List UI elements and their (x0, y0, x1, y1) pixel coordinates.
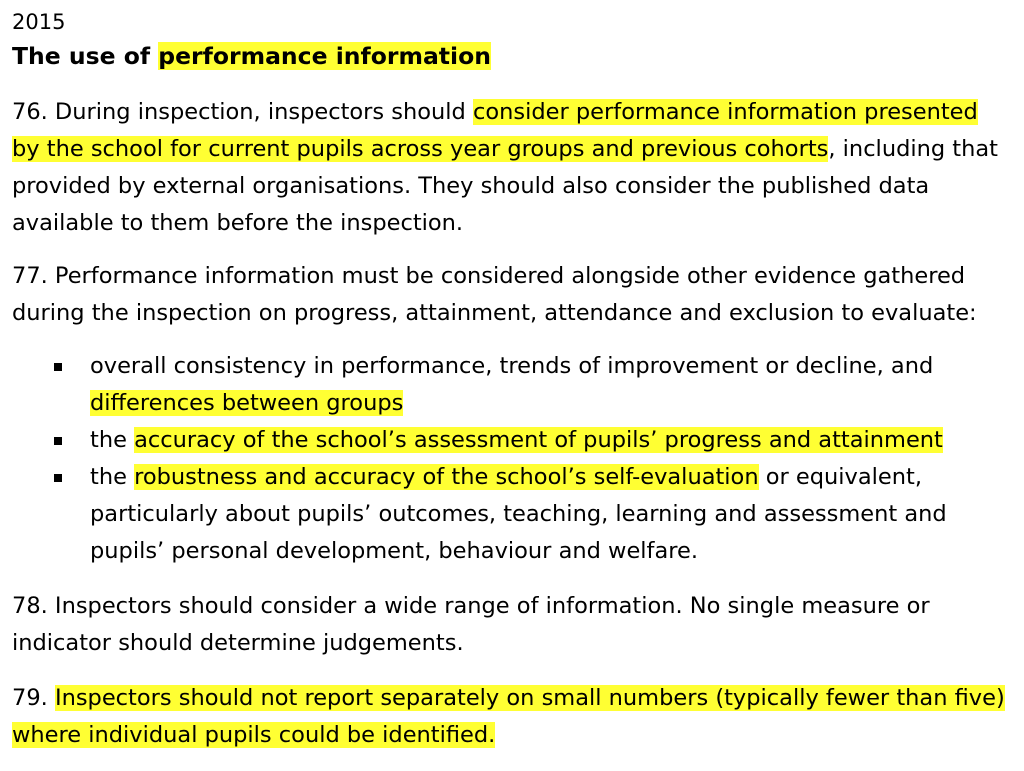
paragraph-79 (12, 680, 1012, 754)
bullet-item-assessment-accuracy (12, 422, 1012, 459)
paragraph-76-tail: , including that provided by external organisations. They should also consider the published data available to them before the inspection. (12, 136, 998, 236)
square-bullet-icon (54, 363, 62, 371)
paragraph-76 (12, 94, 1012, 242)
bullet-2-lead: the (90, 427, 135, 453)
bullet-item-self-evaluation (12, 459, 1012, 570)
document-year: 2015 (12, 10, 66, 34)
bullet-2-highlight: accuracy of the school’s assessment of pupils’ progress and attainment (134, 427, 943, 453)
bullet-3-highlight: robustness and accuracy of the school’s self-evaluation (134, 464, 759, 490)
bullet-item-consistency (12, 348, 1012, 422)
bullet-3-tail: or equivalent, particularly about pupils’ outcomes, teaching, learning and assessment and pupils’ personal development, behaviour and welfare. (90, 464, 947, 564)
paragraph-79-lead: 79. (12, 685, 55, 711)
section-heading (12, 40, 1012, 72)
bullet-3-lead: the (90, 464, 135, 490)
bullet-1-highlight: differences between groups (90, 390, 404, 416)
bullet-1-lead: overall consistency in performance, trends of improvement or decline, and (90, 353, 934, 379)
heading-highlight: performance information (158, 42, 491, 70)
paragraph-77: 77. Performance information must be considered alongside other evidence gathered during the inspection on progress, attainment, attendance and exclusion to evaluate: (12, 263, 977, 326)
square-bullet-icon (54, 437, 62, 445)
paragraph-76-highlight: consider performance information presented by the school for current pupils across year groups and previous cohorts (12, 99, 978, 162)
paragraph-76-lead: 76. During inspection, inspectors should (12, 99, 473, 125)
paragraph-78: 78. Inspectors should consider a wide range of information. No single measure or indicator should determine judgements. (12, 593, 930, 656)
evaluation-bullet-list (12, 348, 1012, 570)
square-bullet-icon (54, 474, 62, 482)
heading-plain-text: The use of (12, 42, 159, 70)
paragraph-79-highlight: Inspectors should not report separately on small numbers (typically fewer than five) where individual pupils could be identified. (12, 685, 1005, 748)
